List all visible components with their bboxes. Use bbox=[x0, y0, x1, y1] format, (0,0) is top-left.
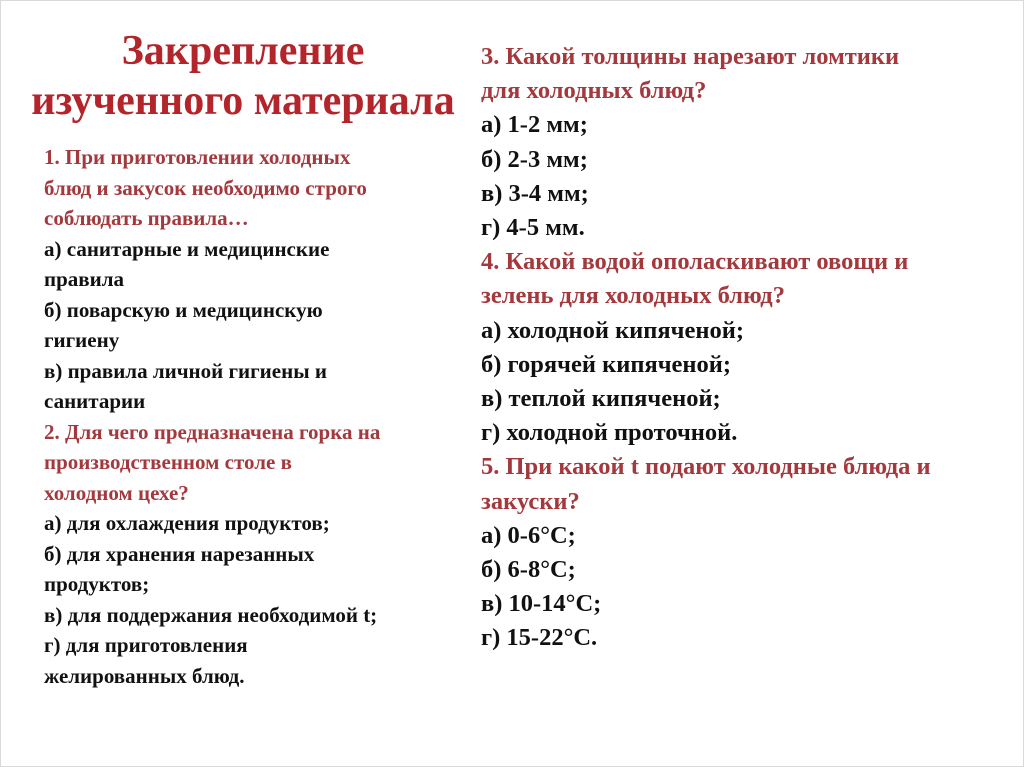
answer-line: в) правила личной гигиены и bbox=[44, 358, 327, 383]
question-4-answers bbox=[481, 314, 931, 451]
question-3-answers bbox=[481, 108, 931, 245]
answer-line: продуктов; bbox=[44, 572, 150, 596]
question-1-line: 1. При приготовлении холодных bbox=[44, 145, 351, 169]
answer-line: г) для приготовления bbox=[44, 633, 248, 657]
question-1 bbox=[44, 142, 380, 234]
answer-line: б) поварскую и медицинскую bbox=[44, 297, 323, 322]
answer-line: а) для охлаждения продуктов; bbox=[44, 511, 330, 535]
right-column bbox=[481, 40, 931, 656]
question-4-line: 4. Какой водой ополаскивают овощи и bbox=[481, 248, 909, 276]
question-4 bbox=[481, 245, 931, 313]
answer-line: а) холодной кипяченой; bbox=[481, 316, 745, 344]
answer-line: желированных блюд. bbox=[44, 663, 245, 688]
question-1-line: блюд и закусок необходимо строго bbox=[44, 175, 367, 200]
answer-line: б) для хранения нарезанных bbox=[44, 541, 315, 566]
question-2-line: 2. Для чего предназначена горка на bbox=[44, 419, 381, 444]
answer-line: в) теплой кипяченой; bbox=[481, 385, 721, 413]
question-3 bbox=[481, 40, 931, 108]
left-column bbox=[44, 142, 380, 691]
question-2-answers bbox=[44, 508, 380, 691]
question-4-line: зелень для холодных блюд? bbox=[481, 282, 785, 310]
question-2 bbox=[44, 417, 380, 509]
question-1-answers bbox=[44, 234, 380, 417]
answer-line: г) 4-5 мм. bbox=[481, 214, 585, 242]
question-5-answers bbox=[481, 519, 931, 656]
question-3-line: 3. Какой толщины нарезают ломтики bbox=[481, 43, 900, 70]
answer-line: г) холодной проточной. bbox=[481, 419, 738, 447]
answer-line: а) 1-2 мм; bbox=[481, 111, 588, 139]
answer-line: а) 0-6°С; bbox=[481, 521, 576, 549]
question-1-line: соблюдать правила… bbox=[44, 206, 249, 230]
answer-line: а) санитарные и медицинские bbox=[44, 236, 330, 261]
title-line-1: Закрепление bbox=[121, 28, 365, 74]
answer-line: б) 2-3 мм; bbox=[481, 145, 588, 173]
question-2-line: холодном цехе? bbox=[44, 480, 189, 505]
question-5-line: закуски? bbox=[481, 487, 580, 515]
question-2-line: производственном столе в bbox=[44, 450, 292, 474]
answer-line: б) 6-8°С; bbox=[481, 556, 576, 584]
answer-line: правила bbox=[44, 267, 125, 291]
question-5 bbox=[481, 450, 931, 518]
slide-title bbox=[8, 26, 478, 126]
answer-line: в) 3-4 мм; bbox=[481, 179, 589, 207]
question-5-line: 5. При какой t подают холодные блюда и bbox=[481, 453, 931, 481]
answer-line: в) для поддержания необходимой t; bbox=[44, 602, 378, 627]
title-line-2: изученного материала bbox=[31, 78, 455, 124]
answer-line: санитарии bbox=[44, 389, 146, 413]
question-3-line: для холодных блюд? bbox=[481, 77, 707, 105]
answer-line: гигиену bbox=[44, 328, 120, 352]
answer-line: в) 10-14°С; bbox=[481, 590, 602, 618]
answer-line: г) 15-22°С. bbox=[481, 624, 598, 652]
answer-line: б) горячей кипяченой; bbox=[481, 350, 732, 378]
